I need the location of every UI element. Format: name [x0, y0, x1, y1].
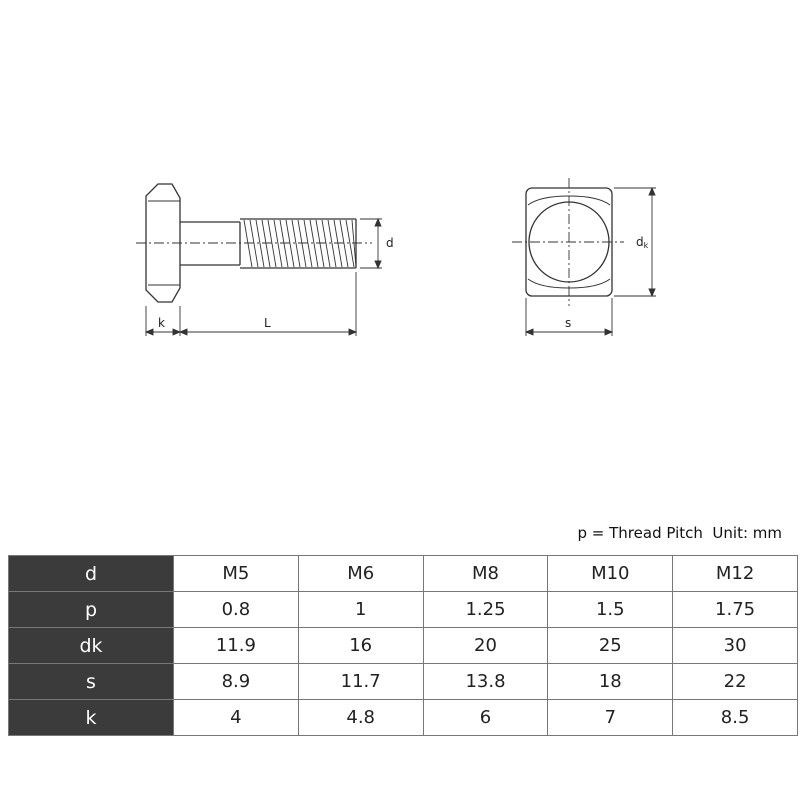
table-cell: M8	[423, 556, 548, 592]
table-cell: 16	[298, 628, 423, 664]
table-row	[9, 592, 798, 628]
table-cell: 11.9	[174, 628, 299, 664]
row-label-dk: dk	[9, 628, 174, 664]
bolt-shank	[180, 222, 240, 265]
label-k: k	[158, 316, 165, 330]
table-cell: 30	[673, 628, 798, 664]
table-row	[9, 628, 798, 664]
table-cell: 4.8	[298, 700, 423, 736]
table-cell: 11.7	[298, 664, 423, 700]
row-label-d: d	[9, 556, 174, 592]
unit-note: p = Thread Pitch Unit: mm	[577, 524, 782, 542]
bolt-thread	[240, 219, 356, 268]
table-row	[9, 700, 798, 736]
table-cell: 1.75	[673, 592, 798, 628]
table-cell: 0.8	[174, 592, 299, 628]
row-label-p: p	[9, 592, 174, 628]
row-label-s: s	[9, 664, 174, 700]
side-view	[136, 184, 382, 336]
table-cell: M12	[673, 556, 798, 592]
table-cell: 8.5	[673, 700, 798, 736]
table-cell: 8.9	[174, 664, 299, 700]
spec-table	[8, 555, 798, 736]
table-cell: 13.8	[423, 664, 548, 700]
end-view	[512, 178, 656, 336]
table-cell: 1.5	[548, 592, 673, 628]
row-label-k: k	[9, 700, 174, 736]
table-cell: 4	[174, 700, 299, 736]
table-cell: 7	[548, 700, 673, 736]
label-L: L	[264, 316, 271, 330]
label-s: s	[565, 316, 572, 330]
table-cell: M10	[548, 556, 673, 592]
table-cell: M6	[298, 556, 423, 592]
label-d: d	[386, 236, 394, 250]
table-row	[9, 556, 798, 592]
table-row	[9, 664, 798, 700]
table-cell: 6	[423, 700, 548, 736]
table-cell: 18	[548, 664, 673, 700]
table-cell: 22	[673, 664, 798, 700]
table-cell: M5	[174, 556, 299, 592]
table-cell: 25	[548, 628, 673, 664]
dimension-d	[360, 219, 382, 268]
table-cell: 20	[423, 628, 548, 664]
table-cell: 1.25	[423, 592, 548, 628]
label-dk: dk	[636, 235, 649, 250]
table-cell: 1	[298, 592, 423, 628]
dimension-k-L	[146, 272, 356, 336]
